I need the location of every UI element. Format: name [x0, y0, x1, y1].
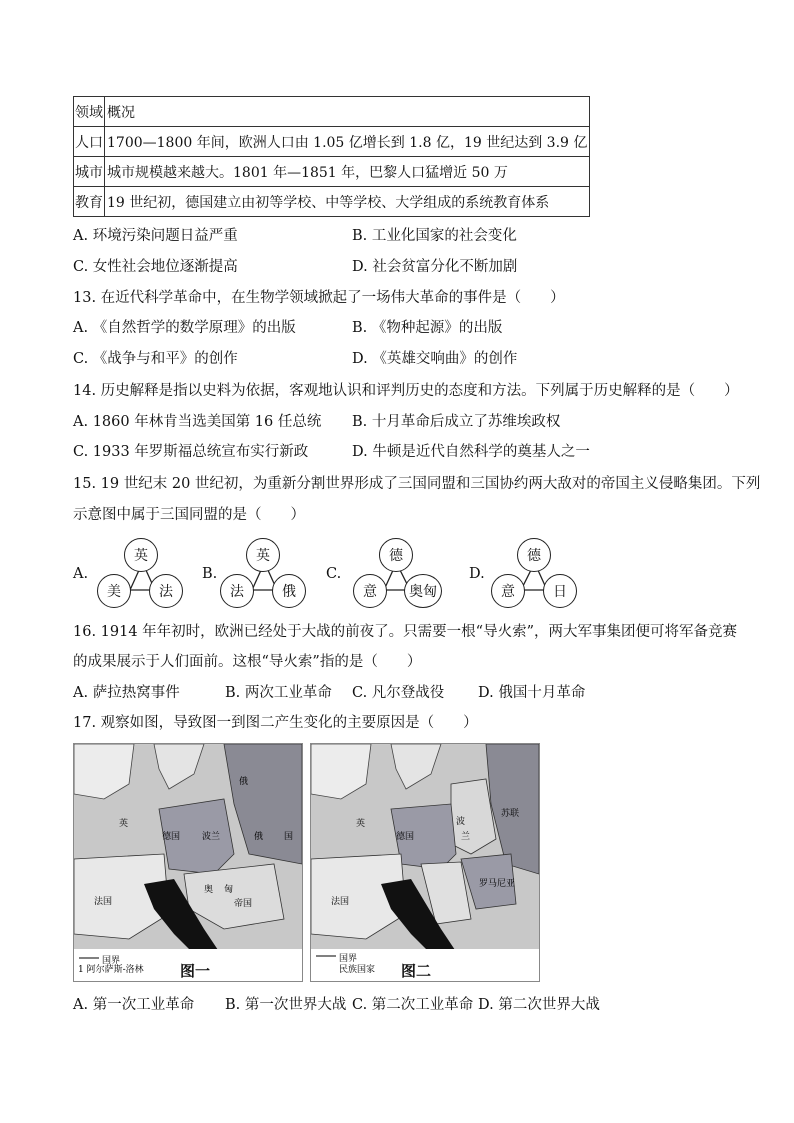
map-label: 兰: [461, 832, 471, 842]
q12-option-a: A. 环境污染问题日益严重: [73, 228, 238, 244]
q12-option-c: C. 女性社会地位逐渐提高: [73, 259, 238, 275]
map-label: 国界: [102, 956, 121, 966]
q16-option-b: B. 两次工业革命: [225, 685, 332, 701]
q17-option-b: B. 第一次世界大战: [225, 997, 347, 1013]
map-label: 国界: [339, 954, 358, 964]
diagram-node-right: 法: [149, 574, 183, 608]
q13-option-b: B. 《物种起源》的出版: [352, 320, 503, 336]
table-row: [74, 127, 590, 157]
map-label: 奥: [204, 885, 214, 895]
map-label: 国: [284, 832, 294, 842]
table-row: [74, 187, 590, 217]
map-label: 英: [356, 819, 366, 829]
q15-diagram-b: [202, 538, 322, 606]
diagram-letter: B.: [202, 566, 218, 582]
map-caption: 图一: [180, 962, 211, 980]
map-shapes: [311, 744, 539, 981]
q14-option-d: D. 牛顿是近代自然科学的奠基人之一: [352, 444, 590, 460]
table-row: [74, 97, 590, 127]
q14-option-a: A. 1860 年林肯当选美国第 16 任总统: [73, 414, 322, 430]
q17-option-a: A. 第一次工业革命: [73, 997, 195, 1013]
diagram-node-top: 德: [517, 538, 551, 572]
q13-option-d: D. 《英雄交响曲》的创作: [352, 351, 518, 367]
map-label: 苏联: [501, 809, 520, 819]
diagram-node-right: 日: [543, 574, 577, 608]
q16-option-c: C. 凡尔登战役: [352, 685, 445, 701]
map-label: 罗马尼亚: [479, 879, 516, 889]
diagram-letter: A.: [73, 566, 89, 582]
q15-stem-line2: 示意图中属于三国同盟的是（ ）: [73, 507, 305, 523]
q17-option-c: C. 第二次工业革命: [352, 997, 474, 1013]
diagram-node-left: 法: [220, 574, 254, 608]
diagram-node-left: 意: [353, 574, 387, 608]
diagram-node-top: 英: [246, 538, 280, 572]
q15-diagram-c: [326, 538, 456, 606]
diagram-letter: D.: [469, 566, 485, 582]
table-row: [74, 157, 590, 187]
table-cell: 19 世纪初，德国建立由初等学校、中等学校、大学组成的系统教育体系: [105, 187, 590, 217]
q13-option-a: A. 《自然哲学的数学原理》的出版: [73, 320, 296, 336]
table-cell: 城市: [74, 157, 105, 187]
europe-map-figure-2: [310, 743, 540, 982]
map-label: 英: [119, 819, 129, 829]
q14-stem: 14. 历史解释是指以史料为依据，客观地认识和评判历史的态度和方法。下列属于历史解释的是（ ）: [73, 383, 739, 399]
q16-stem-line1: 16. 1914 年年初时，欧洲已经处于大战的前夜了。只需要一根“导火索”，两大军事集团便可将军备竞赛: [73, 624, 738, 640]
europe-map-figure-1: [73, 743, 303, 982]
table-cell: 人口: [74, 127, 105, 157]
map-label: 俄: [254, 832, 264, 842]
q14-option-c: C. 1933 年罗斯福总统宣布实行新政: [73, 444, 309, 460]
map-label: 俄: [239, 777, 249, 787]
map-label: 德国: [162, 832, 181, 842]
q13-stem: 13. 在近代科学革命中，在生物学领域掀起了一场伟大革命的事件是（ ）: [73, 290, 565, 306]
q16-option-d: D. 俄国十月革命: [478, 685, 586, 701]
q15-diagram-d: [469, 538, 589, 606]
diagram-letter: C.: [326, 566, 342, 582]
map-label: 1 阿尔萨斯-洛林: [78, 965, 144, 975]
q16-option-a: A. 萨拉热窝事件: [73, 685, 180, 701]
table-cell: 城市规模越来越大。1801 年—1851 年，巴黎人口猛增近 50 万: [105, 157, 590, 187]
map-label: 波: [456, 817, 466, 827]
info-table: [73, 96, 590, 217]
map-label: 民族国家: [339, 965, 376, 975]
diagram-node-left: 意: [491, 574, 525, 608]
q12-option-b: B. 工业化国家的社会变化: [352, 228, 517, 244]
q14-option-b: B. 十月革命后成立了苏维埃政权: [352, 414, 561, 430]
q13-option-c: C. 《战争与和平》的创作: [73, 351, 238, 367]
map-label: 波兰: [202, 832, 221, 842]
q12-option-d: D. 社会贫富分化不断加剧: [352, 259, 518, 275]
q16-stem-line2: 的成果展示于人们面前。这根“导火索”指的是（ ）: [73, 654, 422, 670]
diagram-node-top: 英: [124, 538, 158, 572]
map-shapes: [74, 744, 302, 981]
map-label: 匈: [224, 885, 234, 895]
q15-diagram-a: [73, 538, 193, 606]
map-label: 德国: [396, 832, 415, 842]
diagram-node-left: 美: [97, 574, 131, 608]
diagram-node-top: 德: [379, 538, 413, 572]
table-cell: 领域: [74, 97, 105, 127]
map-label: 法国: [331, 897, 350, 907]
table-cell: 教育: [74, 187, 105, 217]
q15-stem-line1: 15. 19 世纪末 20 世纪初，为重新分割世界形成了三国同盟和三国协约两大敌对的帝国主义侵略集团。下列: [73, 476, 761, 492]
map-caption: 图二: [401, 962, 432, 980]
map-label: 帝国: [234, 899, 253, 909]
diagram-node-right: 奥匈: [404, 574, 442, 608]
diagram-node-right: 俄: [272, 574, 306, 608]
table-cell: 概况: [105, 97, 590, 127]
q17-option-d: D. 第二次世界大战: [478, 997, 600, 1013]
q17-stem: 17. 观察如图，导致图一到图二产生变化的主要原因是（ ）: [73, 715, 478, 731]
map-label: 法国: [94, 897, 113, 907]
table-cell: 1700—1800 年间，欧洲人口由 1.05 亿增长到 1.8 亿，19 世纪达到 3.9 亿: [105, 127, 590, 157]
